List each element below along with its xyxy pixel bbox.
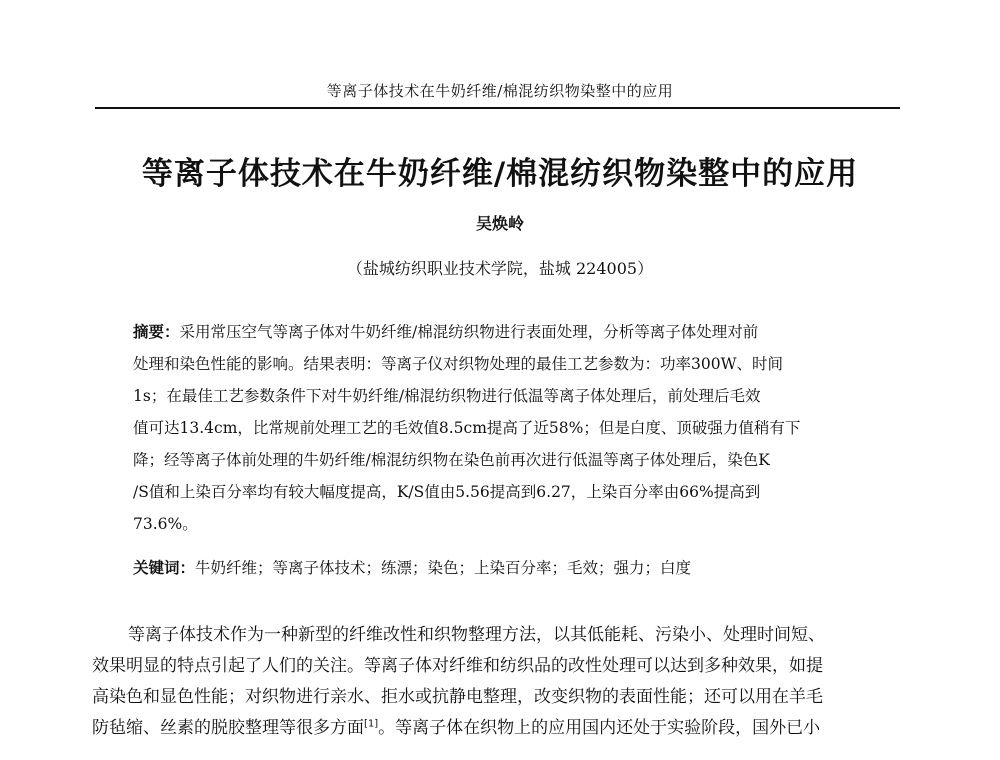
body-text-segment: 。等离子体在织物上的应用国内还处于实验阶段，国外已小 — [378, 718, 821, 738]
running-header: 等离子体技术在牛奶纤维/棉混纺织物染整中的应用 — [326, 82, 674, 100]
paper-title: 等离子体技术在牛奶纤维/棉混纺织物染整中的应用 — [141, 156, 859, 192]
abstract-line: 降；经等离子体前处理的牛奶纤维/棉混纺织物在染色前再次进行低温等离子体处理后，染色K — [133, 451, 770, 469]
body-line: 高染色和显色性能；对织物进行亲水、拒水或抗静电整理，改变织物的表面性能；还可以用在羊毛 — [92, 687, 823, 707]
header-rule — [95, 107, 900, 109]
abstract-line: /S值和上染百分率均有较大幅度提高，K/S值由5.56提高到6.27，上染百分率由66%提高到 — [133, 483, 761, 501]
abstract-line — [133, 316, 873, 348]
keywords-text: 牛奶纤维；等离子体技术；练漂；染色；上染百分率；毛效；强力；白度 — [195, 559, 692, 577]
author-affiliation: （盐城纺织职业技术学院，盐城 224005） — [346, 259, 654, 278]
abstract-line: 值可达13.4cm，比常规前处理工艺的毛效值8.5cm提高了近58%；但是白度、顶破强力值稍有下 — [133, 419, 801, 437]
keywords-label: 关键词： — [133, 558, 196, 577]
abstract-text: 采用常压空气等离子体对牛奶纤维/棉混纺织物进行表面处理，分析等离子体处理对前 — [179, 323, 759, 341]
abstract — [133, 316, 873, 540]
body-line: 等离子体技术作为一种新型的纤维改性和织物整理方法，以其低能耗、污染小、处理时间短、 — [128, 625, 825, 645]
author-name: 吴焕岭 — [475, 214, 524, 233]
body-line: 效果明显的特点引起了人们的关注。等离子体对纤维和纺织品的改性处理可以达到多种效果，如提 — [92, 656, 823, 676]
citation-marker[interactable]: [1] — [364, 718, 379, 730]
abstract-line: 73.6%。 — [133, 515, 198, 533]
keywords — [133, 556, 873, 578]
abstract-line: 1s；在最佳工艺参数条件下对牛奶纤维/棉混纺织物进行低温等离子体处理后，前处理后毛效 — [133, 387, 761, 405]
abstract-line: 处理和染色性能的影响。结果表明：等离子仪对织物处理的最佳工艺参数为：功率300W、时间 — [133, 355, 784, 373]
body-line — [92, 713, 912, 744]
body-text-segment: 防毡缩、丝素的脱胶整理等很多方面 — [92, 718, 364, 738]
abstract-label: 摘要： — [133, 322, 180, 341]
body-text — [92, 620, 912, 744]
